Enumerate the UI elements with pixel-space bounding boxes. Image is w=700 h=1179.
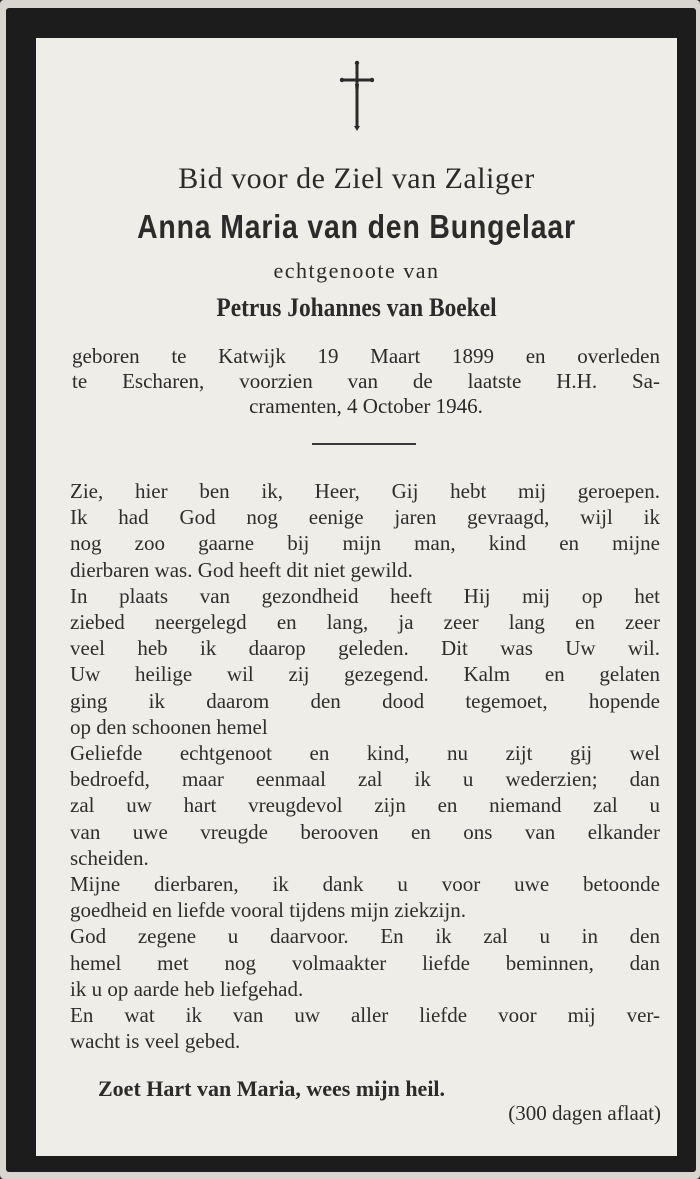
cross-icon [36, 60, 677, 132]
black-border-frame [6, 8, 696, 1172]
relation-text: echtgenoote van [273, 258, 440, 283]
body-line: God zegene u daarvoor. En ik zal u in den [70, 924, 660, 949]
birth-line: cramenten, 4 October 1946. [249, 394, 483, 418]
body-line: goedheid en liefde vooral tijdens mijn ziekzijn. [70, 898, 466, 923]
birth-death-text [72, 344, 660, 419]
body-line: nog zoo gaarne bij mijn man, kind en mijne [70, 531, 660, 556]
body-line: Mijne dierbaren, ik dank u voor uwe betoonde [70, 872, 660, 897]
body-line: veel heb ik daarop geleden. Dit was Uw wil. [70, 636, 660, 661]
body-line: Zie, hier ben ik, Heer, Gij hebt mij geroepen. [70, 479, 660, 503]
body-line: In plaats van gezondheid heeft Hij mij op het [70, 583, 660, 608]
body-line: Ik had God nog eenige jaren gevraagd, wijl ik [70, 505, 660, 530]
card-paper [36, 38, 677, 1156]
closing-invocation: Zoet Hart van Maria, wees mijn heil. [98, 1076, 446, 1101]
body-line: ziebed neergelegd en lang, ja zeer lang en zeer [70, 610, 660, 635]
body-line: dierbaren was. God heeft dit niet gewild. [70, 557, 413, 582]
spouse-name: Petrus Johannes van Boekel [216, 293, 497, 322]
body-line: van uwe vreugde berooven en ons van elkander [70, 819, 660, 844]
body-line: Uw heilige wil zij gezegend. Kalm en gelaten [70, 662, 660, 687]
body-line: bedroefd, maar eenmaal zal ik u wederzien; dan [70, 767, 660, 792]
deceased-name: Anna Maria van den Bungelaar [137, 208, 576, 245]
body-line: hemel met nog volmaakter liefde beminnen, dan [70, 950, 660, 975]
prayer-line: Bid voor de Ziel van Zaliger [178, 162, 535, 195]
body-line: ging ik daarom den dood tegemoet, hopende [70, 688, 660, 713]
body-line: zal uw hart vreugdevol zijn en niemand zal u [70, 793, 660, 818]
birth-line: te Escharen, voorzien van de laatste H.H. Sa- [72, 369, 660, 393]
body-line: Geliefde echtgenoot en kind, nu zijt gij wel [70, 741, 660, 766]
prayer-body [70, 478, 660, 1054]
birth-line: geboren te Katwijk 19 Maart 1899 en overleden [72, 344, 660, 368]
body-line: En wat ik van uw aller liefde voor mij ver- [70, 1003, 660, 1028]
indulgence-note: (300 dagen aflaat) [508, 1101, 661, 1125]
body-line: scheiden. [70, 845, 149, 870]
body-line: wacht is veel gebed. [70, 1029, 241, 1054]
body-line: ik u op aarde heb liefgehad. [70, 976, 304, 1001]
body-line: op den schoonen hemel [70, 714, 268, 739]
divider-rule [312, 443, 416, 445]
